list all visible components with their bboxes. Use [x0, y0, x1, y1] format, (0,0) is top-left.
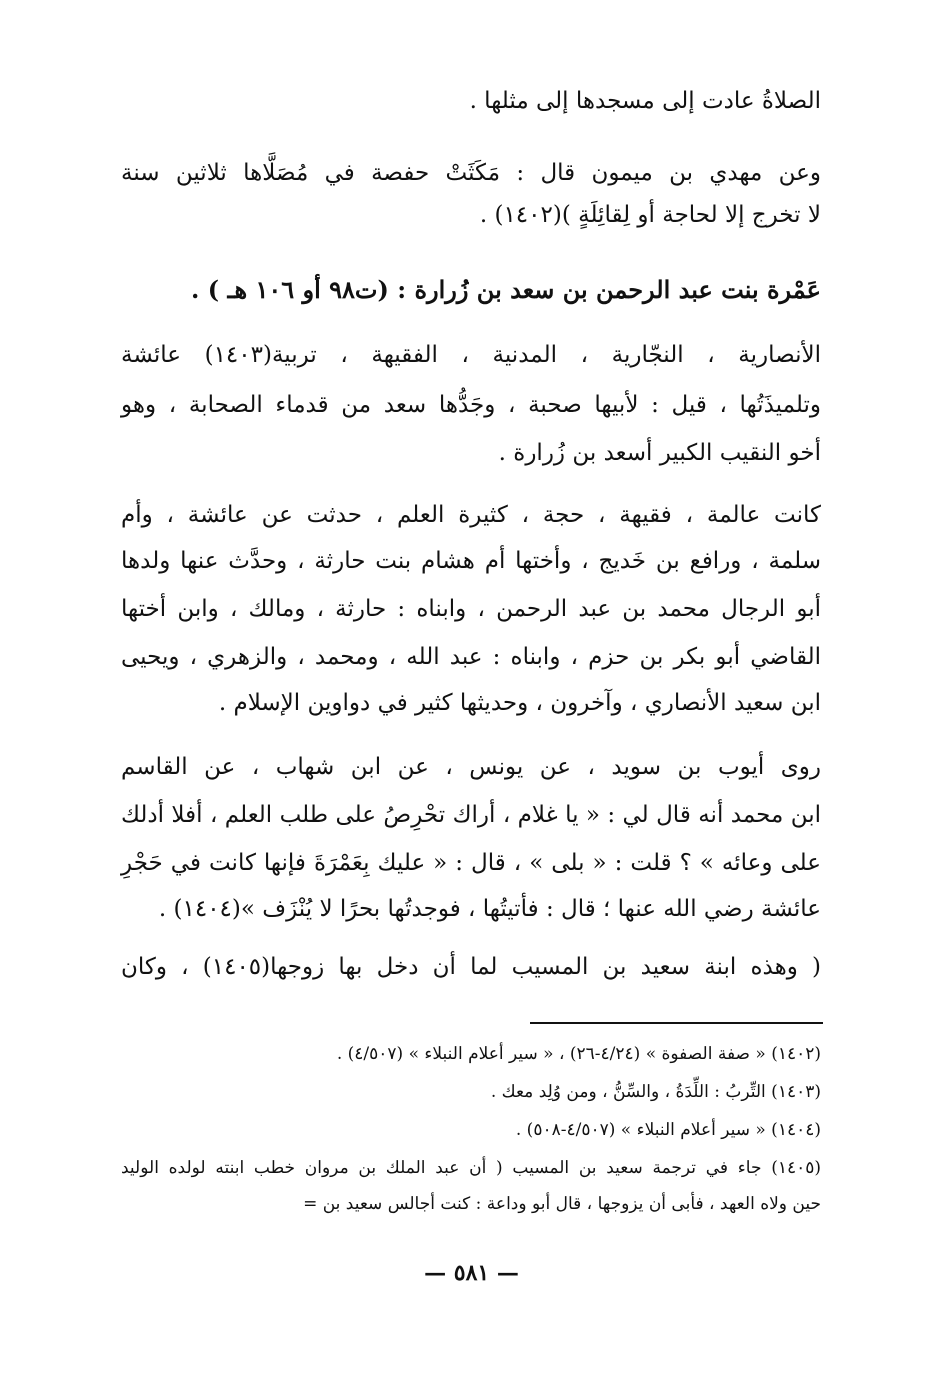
body-line-11: القاضي أبو بكر بن حزم ، وابناه : عبد الله ، ومحمد ، والزهري ، ويحيى	[121, 644, 821, 670]
body-line-1: الصلاةُ عادت إلى مسجدها إلى مثلها .	[469, 88, 821, 114]
footnote-1405-continued: حين ولاه العهد ، فأبى أن يزوجها ، قال أبو وداعة : كنت أجالس سعيد بن =	[303, 1194, 821, 1214]
footnote-1403: (١٤٠٣) التِّربُ : اللِّدَةُ ، والسِّنُّ ، ومن وُلِد معك .	[490, 1082, 821, 1102]
body-line-3: لا تخرج إلا لحاجة أو لِقائِلَةٍ )(١٤٠٢) .	[479, 202, 821, 228]
body-line-2: وعن مهدي بن ميمون قال : مَكَثَتْ حفصة في مُصَلَّاها ثلاثين سنة	[121, 160, 821, 186]
body-line-14: ابن محمد أنه قال لي : « يا غلام ، أراك تحْرِصُ على طلب العلم ، أفلا أدلك	[121, 802, 821, 828]
body-line-10: أبو الرجال محمد بن عبد الرحمن ، وابناه : حارثة ، ومالك ، وابن أختها	[121, 596, 821, 622]
footnote-1404: (١٤٠٤) « سير أعلام النبلاء » (٤/٥٠٧-٥٠٨) .	[515, 1120, 821, 1140]
body-line-5: الأنصارية ، النجّارية ، المدنية ، الفقيهة ، تربية(١٤٠٣) عائشة	[121, 342, 821, 368]
body-line-6: وتلميذَتُها ، قيل : لأبيها صحبة ، وجَدُّها سعد من قدماء الصحابة ، وهو	[121, 392, 821, 418]
body-line-8: كانت عالمة ، فقيهة ، حجة ، كثيرة العلم ، حدثت عن عائشة ، وأم	[121, 502, 821, 528]
body-line-7: أخو النقيب الكبير أسعد بن زُرارة .	[498, 440, 821, 466]
footnote-separator	[530, 1022, 823, 1024]
body-line-15: على وعائه » ؟ قلت : « بلى » ، قال : « عليك بِعَمْرَةَ فإنها كانت في حَجْرِ	[121, 850, 821, 876]
footnote-1402: (١٤٠٢) « صفة الصفوة » (٤/٢٤-٢٦) ، « سير أعلام النبلاء » (٤/٥٠٧) .	[336, 1044, 821, 1064]
body-line-12: ابن سعيد الأنصاري ، وآخرون ، وحديثها كثير في دواوين الإسلام .	[218, 690, 821, 716]
page-number: — ٥٨١ —	[424, 1260, 519, 1286]
body-line-16: عائشة رضي الله عنها ؛ قال : فأتيتُها ، فوجدتُها بحرًا لا يُنْزَف »(١٤٠٤) .	[158, 896, 821, 922]
body-line-17: ( وهذه ابنة سعيد بن المسيب لما أن دخل بها زوجها(١٤٠٥) ، وكان	[121, 954, 821, 980]
biography-heading: عَمْرة بنت عبد الرحمن بن سعد بن زُرارة : (ت٩٨ أو ١٠٦ هـ ) .	[191, 275, 821, 304]
footnote-1405: (١٤٠٥) جاء في ترجمة سعيد بن المسيب ( أن عبد الملك بن مروان خطب ابنته لولده الوليد	[121, 1158, 821, 1178]
body-line-9: سلمة ، ورافع بن خَديج ، وأختها أم هشام بنت حارثة ، وحدَّث عنها ولدها	[121, 548, 821, 574]
body-line-13: روى أيوب بن سويد ، عن يونس ، عن ابن شهاب ، عن القاسم	[121, 754, 821, 780]
